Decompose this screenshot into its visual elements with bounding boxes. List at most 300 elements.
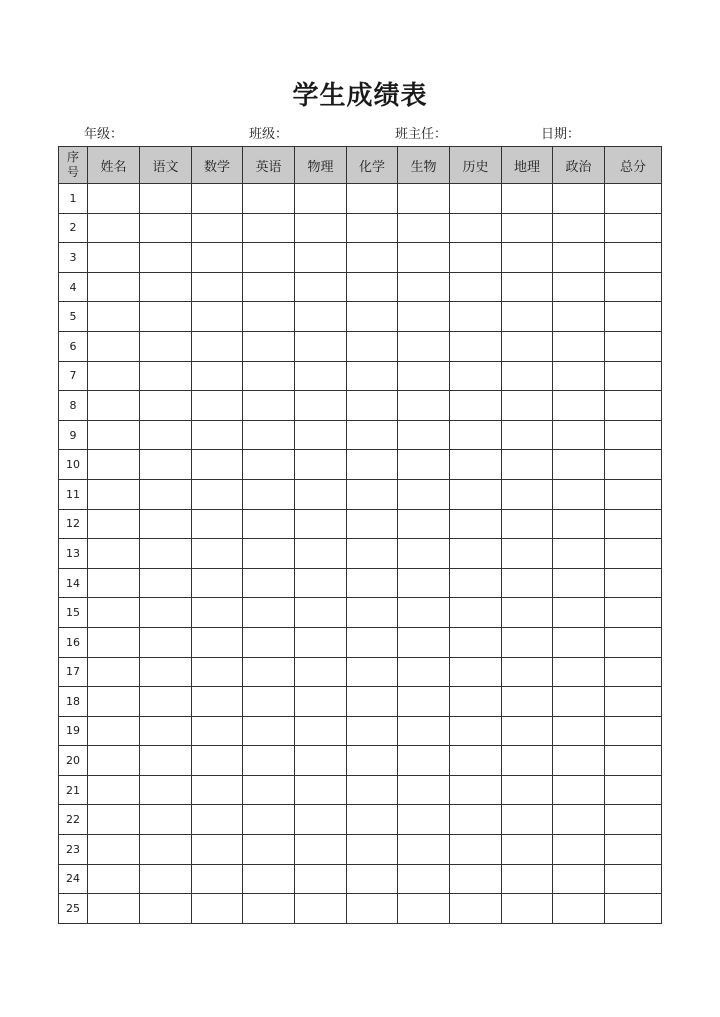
score-cell[interactable] <box>295 361 347 391</box>
score-cell[interactable] <box>88 213 140 243</box>
score-cell[interactable] <box>398 479 450 509</box>
score-cell[interactable] <box>553 805 605 835</box>
score-cell[interactable] <box>398 687 450 717</box>
score-cell[interactable] <box>192 391 243 421</box>
score-cell[interactable] <box>605 361 662 391</box>
score-cell[interactable] <box>192 627 243 657</box>
score-cell[interactable] <box>553 213 605 243</box>
score-cell[interactable] <box>605 450 662 480</box>
score-cell[interactable] <box>605 775 662 805</box>
score-cell[interactable] <box>243 184 295 214</box>
score-cell[interactable] <box>140 391 192 421</box>
score-cell[interactable] <box>502 627 553 657</box>
table-row <box>59 716 662 746</box>
score-cell[interactable] <box>502 509 553 539</box>
score-cell[interactable] <box>502 716 553 746</box>
score-cell[interactable] <box>398 746 450 776</box>
table-row <box>59 864 662 894</box>
score-cell[interactable] <box>450 213 502 243</box>
score-cell[interactable] <box>192 479 243 509</box>
score-cell[interactable] <box>502 864 553 894</box>
score-cell[interactable] <box>295 509 347 539</box>
score-cell[interactable] <box>295 746 347 776</box>
score-cell[interactable] <box>140 598 192 628</box>
score-cell[interactable] <box>295 568 347 598</box>
score-cell[interactable] <box>140 894 192 924</box>
score-cell[interactable] <box>295 420 347 450</box>
score-cell[interactable] <box>243 213 295 243</box>
score-cell[interactable] <box>553 420 605 450</box>
score-cell[interactable] <box>502 835 553 865</box>
score-cell[interactable] <box>553 509 605 539</box>
score-cell[interactable] <box>243 775 295 805</box>
score-cell[interactable] <box>347 539 398 569</box>
score-cell[interactable] <box>502 746 553 776</box>
score-cell[interactable] <box>553 184 605 214</box>
score-cell[interactable] <box>192 539 243 569</box>
score-cell[interactable] <box>605 391 662 421</box>
score-cell[interactable] <box>398 775 450 805</box>
score-cell[interactable] <box>605 420 662 450</box>
score-cell[interactable] <box>295 243 347 273</box>
score-cell[interactable] <box>192 864 243 894</box>
score-cell[interactable] <box>243 420 295 450</box>
class-label: 班级： <box>249 127 289 142</box>
score-cell[interactable] <box>88 479 140 509</box>
score-cell[interactable] <box>347 184 398 214</box>
score-cell[interactable] <box>605 539 662 569</box>
score-cell[interactable] <box>553 568 605 598</box>
table-row <box>59 687 662 717</box>
score-cell[interactable] <box>140 746 192 776</box>
score-cell[interactable] <box>347 598 398 628</box>
score-cell[interactable] <box>88 539 140 569</box>
score-cell[interactable] <box>605 864 662 894</box>
score-cell[interactable] <box>140 835 192 865</box>
score-cell[interactable] <box>605 568 662 598</box>
score-cell[interactable] <box>295 450 347 480</box>
score-cell[interactable] <box>88 302 140 332</box>
score-cell[interactable] <box>605 746 662 776</box>
score-cell[interactable] <box>450 746 502 776</box>
score-cell[interactable] <box>88 420 140 450</box>
score-cell[interactable] <box>243 243 295 273</box>
column-header-biology: 生物 <box>398 147 450 184</box>
score-cell[interactable] <box>450 509 502 539</box>
row-number: 15 <box>59 598 88 628</box>
score-cell[interactable] <box>140 272 192 302</box>
score-cell[interactable] <box>347 272 398 302</box>
score-cell[interactable] <box>450 331 502 361</box>
score-cell[interactable] <box>243 657 295 687</box>
score-cell[interactable] <box>140 687 192 717</box>
grades-table <box>58 146 662 924</box>
score-cell[interactable] <box>347 450 398 480</box>
score-cell[interactable] <box>450 420 502 450</box>
score-cell[interactable] <box>88 272 140 302</box>
score-cell[interactable] <box>450 568 502 598</box>
score-cell[interactable] <box>243 627 295 657</box>
score-cell[interactable] <box>295 835 347 865</box>
score-cell[interactable] <box>243 864 295 894</box>
score-cell[interactable] <box>605 687 662 717</box>
score-cell[interactable] <box>140 539 192 569</box>
score-cell[interactable] <box>140 716 192 746</box>
score-cell[interactable] <box>140 568 192 598</box>
score-cell[interactable] <box>553 746 605 776</box>
row-number: 13 <box>59 539 88 569</box>
score-cell[interactable] <box>605 835 662 865</box>
score-cell[interactable] <box>243 568 295 598</box>
score-cell[interactable] <box>140 509 192 539</box>
score-cell[interactable] <box>605 509 662 539</box>
score-cell[interactable] <box>295 213 347 243</box>
score-cell[interactable] <box>502 184 553 214</box>
score-cell[interactable] <box>347 509 398 539</box>
score-cell[interactable] <box>502 805 553 835</box>
score-cell[interactable] <box>398 864 450 894</box>
score-cell[interactable] <box>192 420 243 450</box>
score-cell[interactable] <box>243 687 295 717</box>
table-row <box>59 509 662 539</box>
score-cell[interactable] <box>398 213 450 243</box>
row-number: 20 <box>59 746 88 776</box>
score-cell[interactable] <box>140 361 192 391</box>
score-cell[interactable] <box>347 835 398 865</box>
score-cell[interactable] <box>347 864 398 894</box>
score-cell[interactable] <box>347 420 398 450</box>
score-cell[interactable] <box>88 835 140 865</box>
score-cell[interactable] <box>295 302 347 332</box>
score-cell[interactable] <box>398 657 450 687</box>
score-cell[interactable] <box>243 746 295 776</box>
score-cell[interactable] <box>450 627 502 657</box>
score-cell[interactable] <box>398 243 450 273</box>
score-cell[interactable] <box>347 568 398 598</box>
score-cell[interactable] <box>553 539 605 569</box>
score-cell[interactable] <box>502 598 553 628</box>
score-cell[interactable] <box>243 302 295 332</box>
score-cell[interactable] <box>450 864 502 894</box>
score-cell[interactable] <box>398 894 450 924</box>
row-number: 18 <box>59 687 88 717</box>
score-cell[interactable] <box>140 805 192 835</box>
score-cell[interactable] <box>347 894 398 924</box>
score-cell[interactable] <box>450 835 502 865</box>
score-cell[interactable] <box>192 775 243 805</box>
score-cell[interactable] <box>347 479 398 509</box>
score-cell[interactable] <box>553 243 605 273</box>
score-cell[interactable] <box>398 568 450 598</box>
score-cell[interactable] <box>605 479 662 509</box>
score-cell[interactable] <box>192 450 243 480</box>
score-cell[interactable] <box>605 657 662 687</box>
score-cell[interactable] <box>502 361 553 391</box>
score-cell[interactable] <box>398 420 450 450</box>
row-number: 5 <box>59 302 88 332</box>
score-cell[interactable] <box>347 243 398 273</box>
score-cell[interactable] <box>502 243 553 273</box>
score-cell[interactable] <box>553 864 605 894</box>
score-cell[interactable] <box>502 213 553 243</box>
score-cell[interactable] <box>88 894 140 924</box>
score-cell[interactable] <box>605 272 662 302</box>
score-cell[interactable] <box>140 775 192 805</box>
score-cell[interactable] <box>398 184 450 214</box>
score-cell[interactable] <box>295 775 347 805</box>
score-cell[interactable] <box>295 391 347 421</box>
score-cell[interactable] <box>347 213 398 243</box>
column-header-english: 英语 <box>243 147 295 184</box>
score-cell[interactable] <box>243 331 295 361</box>
column-header-history: 历史 <box>450 147 502 184</box>
table-row <box>59 391 662 421</box>
score-cell[interactable] <box>450 539 502 569</box>
row-number: 9 <box>59 420 88 450</box>
score-cell[interactable] <box>450 272 502 302</box>
score-cell[interactable] <box>398 302 450 332</box>
score-cell[interactable] <box>243 835 295 865</box>
score-cell[interactable] <box>605 243 662 273</box>
score-cell[interactable] <box>398 331 450 361</box>
score-cell[interactable] <box>140 657 192 687</box>
score-cell[interactable] <box>398 627 450 657</box>
score-cell[interactable] <box>243 272 295 302</box>
score-cell[interactable] <box>553 598 605 628</box>
score-cell[interactable] <box>450 805 502 835</box>
score-cell[interactable] <box>295 479 347 509</box>
score-cell[interactable] <box>605 598 662 628</box>
score-cell[interactable] <box>502 568 553 598</box>
score-cell[interactable] <box>295 716 347 746</box>
score-cell[interactable] <box>450 687 502 717</box>
score-cell[interactable] <box>450 184 502 214</box>
score-cell[interactable] <box>553 716 605 746</box>
score-cell[interactable] <box>192 184 243 214</box>
score-cell[interactable] <box>553 331 605 361</box>
score-cell[interactable] <box>243 598 295 628</box>
score-cell[interactable] <box>347 391 398 421</box>
score-cell[interactable] <box>88 864 140 894</box>
score-cell[interactable] <box>553 272 605 302</box>
score-cell[interactable] <box>398 361 450 391</box>
score-cell[interactable] <box>295 805 347 835</box>
table-row <box>59 775 662 805</box>
score-cell[interactable] <box>553 894 605 924</box>
score-cell[interactable] <box>192 687 243 717</box>
row-number: 25 <box>59 894 88 924</box>
score-cell[interactable] <box>398 539 450 569</box>
score-cell[interactable] <box>553 657 605 687</box>
score-cell[interactable] <box>192 243 243 273</box>
score-cell[interactable] <box>140 450 192 480</box>
score-cell[interactable] <box>88 450 140 480</box>
score-cell[interactable] <box>192 805 243 835</box>
score-cell[interactable] <box>243 479 295 509</box>
table-row <box>59 746 662 776</box>
score-cell[interactable] <box>88 184 140 214</box>
row-number: 24 <box>59 864 88 894</box>
score-cell[interactable] <box>605 716 662 746</box>
score-cell[interactable] <box>88 627 140 657</box>
score-cell[interactable] <box>502 687 553 717</box>
score-cell[interactable] <box>88 331 140 361</box>
score-cell[interactable] <box>88 568 140 598</box>
score-cell[interactable] <box>502 450 553 480</box>
score-cell[interactable] <box>398 450 450 480</box>
score-cell[interactable] <box>192 361 243 391</box>
score-cell[interactable] <box>553 627 605 657</box>
score-cell[interactable] <box>88 509 140 539</box>
score-cell[interactable] <box>88 243 140 273</box>
score-cell[interactable] <box>140 243 192 273</box>
score-cell[interactable] <box>450 775 502 805</box>
score-cell[interactable] <box>553 302 605 332</box>
score-cell[interactable] <box>192 835 243 865</box>
score-cell[interactable] <box>88 775 140 805</box>
score-cell[interactable] <box>140 627 192 657</box>
score-cell[interactable] <box>605 302 662 332</box>
score-cell[interactable] <box>140 479 192 509</box>
score-cell[interactable] <box>88 805 140 835</box>
score-cell[interactable] <box>450 450 502 480</box>
score-cell[interactable] <box>347 627 398 657</box>
score-cell[interactable] <box>553 687 605 717</box>
score-cell[interactable] <box>450 391 502 421</box>
score-cell[interactable] <box>553 775 605 805</box>
score-cell[interactable] <box>192 302 243 332</box>
score-cell[interactable] <box>140 184 192 214</box>
score-cell[interactable] <box>502 479 553 509</box>
header-row <box>59 147 662 184</box>
score-cell[interactable] <box>502 302 553 332</box>
score-cell[interactable] <box>398 272 450 302</box>
score-cell[interactable] <box>347 746 398 776</box>
score-cell[interactable] <box>450 243 502 273</box>
score-cell[interactable] <box>243 894 295 924</box>
score-cell[interactable] <box>243 450 295 480</box>
row-number: 22 <box>59 805 88 835</box>
score-cell[interactable] <box>347 716 398 746</box>
score-cell[interactable] <box>450 479 502 509</box>
score-cell[interactable] <box>192 213 243 243</box>
score-cell[interactable] <box>605 805 662 835</box>
score-cell[interactable] <box>88 687 140 717</box>
score-cell[interactable] <box>605 894 662 924</box>
score-cell[interactable] <box>502 391 553 421</box>
score-cell[interactable] <box>192 509 243 539</box>
score-cell[interactable] <box>192 716 243 746</box>
score-cell[interactable] <box>398 391 450 421</box>
score-cell[interactable] <box>88 716 140 746</box>
score-cell[interactable] <box>605 627 662 657</box>
score-cell[interactable] <box>295 687 347 717</box>
score-cell[interactable] <box>295 627 347 657</box>
score-cell[interactable] <box>450 598 502 628</box>
score-cell[interactable] <box>605 213 662 243</box>
score-cell[interactable] <box>140 302 192 332</box>
score-cell[interactable] <box>398 805 450 835</box>
score-cell[interactable] <box>243 391 295 421</box>
score-cell[interactable] <box>243 539 295 569</box>
score-cell[interactable] <box>192 568 243 598</box>
score-cell[interactable] <box>502 331 553 361</box>
score-cell[interactable] <box>243 361 295 391</box>
column-header-politics: 政治 <box>553 147 605 184</box>
score-cell[interactable] <box>295 184 347 214</box>
score-cell[interactable] <box>295 894 347 924</box>
score-cell[interactable] <box>398 598 450 628</box>
score-cell[interactable] <box>295 539 347 569</box>
score-cell[interactable] <box>192 272 243 302</box>
score-cell[interactable] <box>243 716 295 746</box>
score-cell[interactable] <box>605 331 662 361</box>
score-cell[interactable] <box>605 184 662 214</box>
score-cell[interactable] <box>502 775 553 805</box>
score-cell[interactable] <box>347 805 398 835</box>
score-cell[interactable] <box>295 864 347 894</box>
score-cell[interactable] <box>450 716 502 746</box>
score-cell[interactable] <box>295 598 347 628</box>
score-cell[interactable] <box>88 361 140 391</box>
score-cell[interactable] <box>347 775 398 805</box>
score-cell[interactable] <box>553 479 605 509</box>
score-cell[interactable] <box>450 361 502 391</box>
score-cell[interactable] <box>140 420 192 450</box>
score-cell[interactable] <box>553 450 605 480</box>
score-cell[interactable] <box>347 657 398 687</box>
score-cell[interactable] <box>88 598 140 628</box>
score-cell[interactable] <box>398 716 450 746</box>
score-cell[interactable] <box>502 894 553 924</box>
score-cell[interactable] <box>295 272 347 302</box>
score-cell[interactable] <box>347 302 398 332</box>
score-cell[interactable] <box>243 509 295 539</box>
score-cell[interactable] <box>450 894 502 924</box>
score-cell[interactable] <box>553 361 605 391</box>
score-cell[interactable] <box>502 272 553 302</box>
score-cell[interactable] <box>398 509 450 539</box>
score-cell[interactable] <box>192 598 243 628</box>
score-cell[interactable] <box>140 213 192 243</box>
score-cell[interactable] <box>450 657 502 687</box>
score-cell[interactable] <box>192 894 243 924</box>
score-cell[interactable] <box>502 657 553 687</box>
score-cell[interactable] <box>88 746 140 776</box>
score-cell[interactable] <box>295 331 347 361</box>
score-cell[interactable] <box>398 835 450 865</box>
score-cell[interactable] <box>347 687 398 717</box>
score-cell[interactable] <box>502 420 553 450</box>
score-cell[interactable] <box>243 805 295 835</box>
score-cell[interactable] <box>88 391 140 421</box>
score-cell[interactable] <box>295 657 347 687</box>
score-cell[interactable] <box>347 331 398 361</box>
score-cell[interactable] <box>192 657 243 687</box>
score-cell[interactable] <box>553 391 605 421</box>
score-cell[interactable] <box>192 746 243 776</box>
row-number: 4 <box>59 272 88 302</box>
score-cell[interactable] <box>450 302 502 332</box>
score-cell[interactable] <box>502 539 553 569</box>
score-cell[interactable] <box>553 835 605 865</box>
score-cell[interactable] <box>140 864 192 894</box>
score-cell[interactable] <box>140 331 192 361</box>
score-cell[interactable] <box>192 331 243 361</box>
score-cell[interactable] <box>347 361 398 391</box>
row-number: 2 <box>59 213 88 243</box>
score-cell[interactable] <box>88 657 140 687</box>
